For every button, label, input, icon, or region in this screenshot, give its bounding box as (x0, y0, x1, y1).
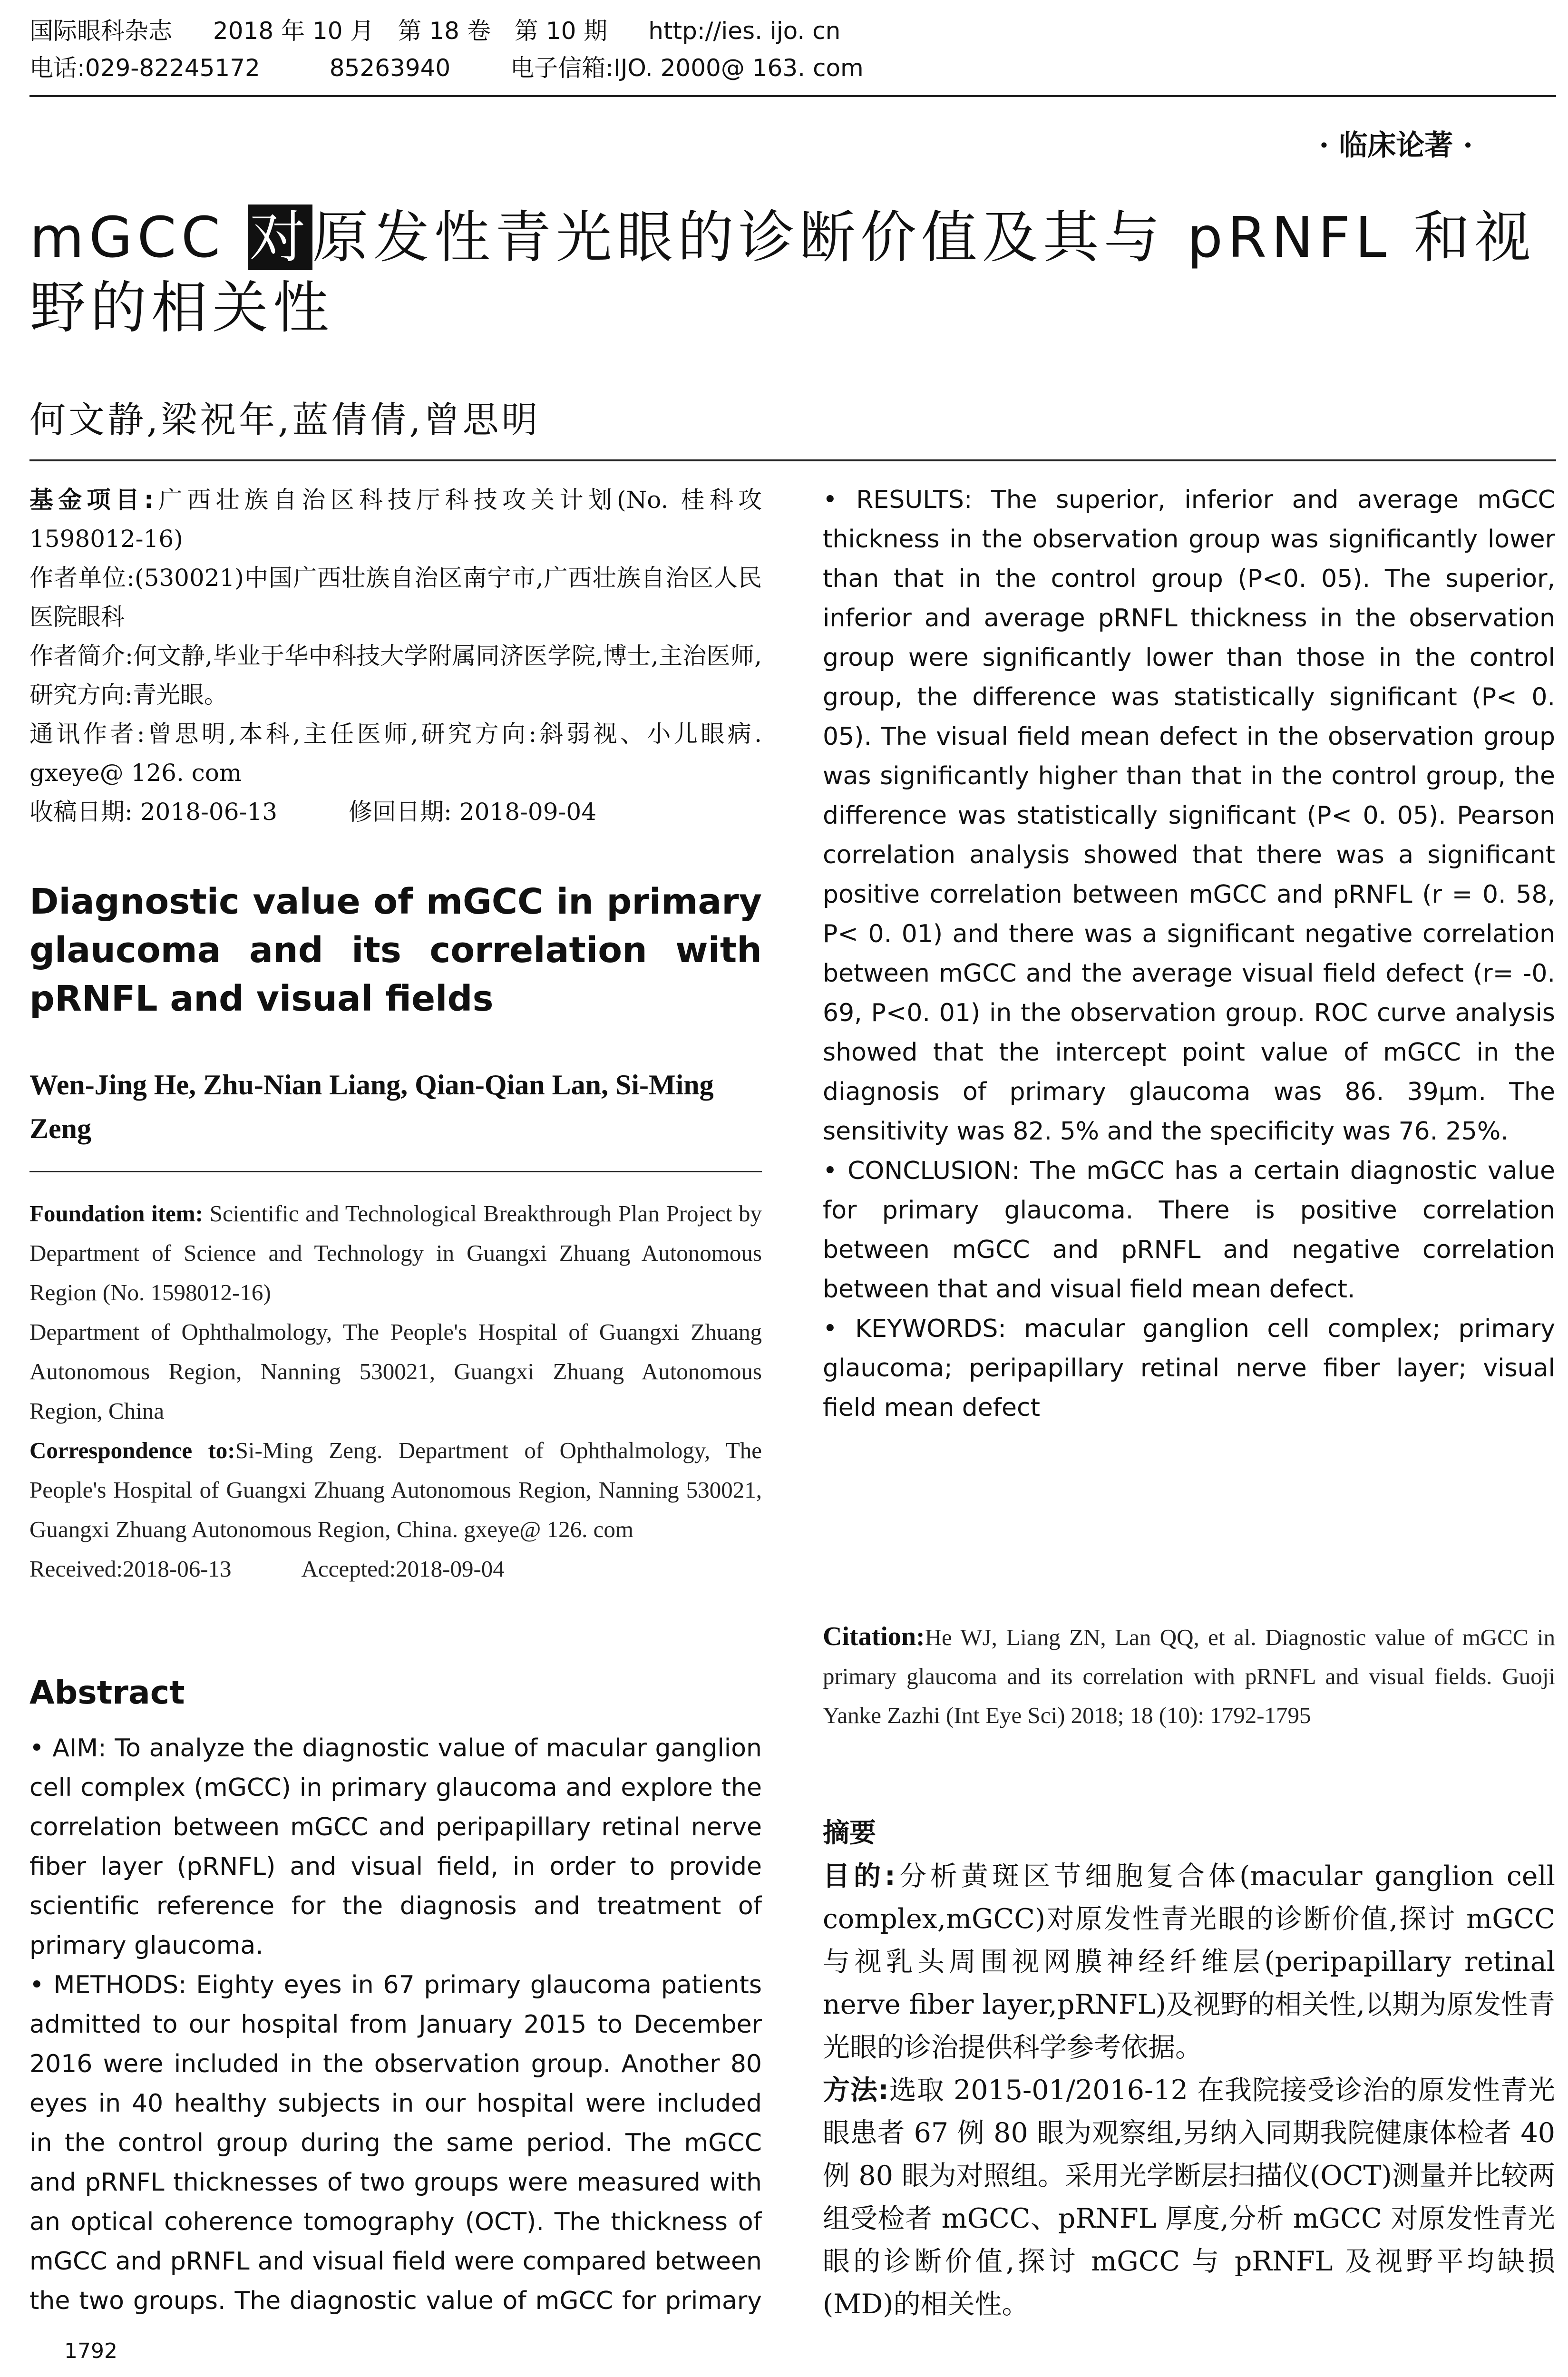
cn-methods (823, 2069, 1555, 2326)
cn-methods-text: 选取 2015-01/2016-12 在我院接受诊治的原发性青光眼患者 67 例 80 眼为观察组,另纳入同期我院健康体检者 40 例 80 眼为对照组。采用光学断层扫描仪(OCT)测量并比较两组受检者 mGCC、pRNFL 厚度,分析 mGCC 对原发性青光眼的诊断价值,探讨 mGCC 与 pRNFL 及视野平均缺损(MD)的相关性。 (823, 2075, 1555, 2320)
title-part-1: mGCC (29, 205, 248, 270)
title-highlight: 对 (248, 205, 312, 270)
journal-url[interactable]: http://ies. ijo. cn (648, 17, 841, 45)
english-authors: Wen-Jing He, Zhu-Nian Liang, Qian-Qian Lan, Si-Ming Zeng (29, 1069, 714, 1144)
running-header-line2 (29, 51, 897, 85)
header-rule (29, 95, 1556, 97)
article-title (29, 202, 1551, 343)
abstract-heading: Abstract (29, 1674, 185, 1712)
cn-abstract-heading: 摘要 (823, 1818, 876, 1849)
title-part-2: 原发性青光眼的诊断价值及其与 pRNFL 和视 (312, 205, 1536, 270)
en-metadata (29, 1194, 762, 1588)
dept-en: Department of Ophthalmology, The People's Hospital of Guangxi Zhuang Autonomous Region, Nanning 530021, Guangxi Zhuang Autonomous Region, China (29, 1319, 762, 1424)
dates-cn: 收稿日期: 2018-06-13 修回日期: 2018-09-04 (29, 798, 597, 826)
cn-abstract (823, 1855, 1555, 2326)
corr-en-text: Si-Ming Zeng. Department of Ophthalmology, The People's Hospital of Guangxi Zhuang Autonomous Region, Nanning 530021, Guangxi Zhuang Autonomous Region, China. gxeye@ 126. com (29, 1437, 762, 1542)
cn-methods-label: 方法: (823, 2075, 889, 2106)
email[interactable]: 电子信箱:IJO. 2000@ 163. com (510, 54, 864, 82)
title-line-2: 野的相关性 (29, 275, 334, 341)
abstract-aim: • AIM: To analyze the diagnostic value of macular ganglion cell complex (mGCC) in primary glaucoma and explore the correlation between mGCC and peripapillary retinal nerve fiber layer (pRNFL) and visual field, in order to provide scientific reference for the diagnosis and treatment of primary glaucoma. (29, 1734, 762, 1960)
abstract-conclusion: • CONCLUSION: The mGCC has a certain diagnostic value for primary glaucoma. There is positive correlation between mGCC and pRNFL and negative correlation between that and visual field mean defect. (823, 1157, 1555, 1304)
citation (823, 1617, 1555, 1735)
abstract-results: • RESULTS: The superior, inferior and average mGCC thickness in the observation group was significantly lower than that in the control group (P<0. 05). The superior, inferior and average pRNFL thickness in the observation group were significantly lower than those in the control group, the difference was statistically significant (P< 0. 05). The visual field mean defect in the observation group was significantly higher than that in the control group, the difference was statistically significant (P< 0. 05). Pearson correlation analysis showed that there was a significant positive correlation between mGCC and pRNFL (r = 0. 58, P< 0. 01) and there was a significant negative correlation between mGCC and the average visual field defect (r= -0. 69, P<0. 01) in the observation group. ROC curve analysis showed that the intercept point value of mGCC in the diagnosis of primary glaucoma was 86. 39μm. The sensitivity was 82. 5% and the specificity was 76. 25%. (823, 486, 1555, 1146)
abstract-left (29, 1729, 762, 2321)
authors-rule (29, 1171, 762, 1172)
corr-cn: 通讯作者:曾思明,本科,主任医师,研究方向:斜弱视、小儿眼病. gxeye@ 126. com (29, 720, 762, 787)
cn-aim-text: 分析黄斑区节细胞复合体(macular ganglion cell complex,mGCC)对原发性青光眼的诊断价值,探讨 mGCC 与视乳头周围视网膜神经纤维层(peripapillary retinal nerve fiber layer,pRNFL)及视野的相关性,以期为原发性青光眼的诊治提供科学参考依据。 (823, 1861, 1556, 2063)
cn-aim-label: 目的: (823, 1861, 896, 1892)
title-rule (29, 459, 1556, 461)
fund-en (29, 1194, 762, 1312)
phone: 电话:029-82245172 (29, 54, 260, 82)
unit-cn: 作者单位:(530021)中国广西壮族自治区南宁市,广西壮族自治区人民医院眼科 (29, 564, 762, 631)
issue-info: 2018 年 10 月 第 18 卷 第 10 期 (213, 17, 608, 45)
fund-en-text: Scientific and Technological Breakthrough Plan Project by Department of Science and Technology in Guangxi Zhuang Autonomous Region (No. 1598012-16) (29, 1200, 762, 1305)
dates-en: Received:2018-06-13 Accepted:2018-09-04 (29, 1556, 505, 1582)
english-title: Diagnostic value of mGCC in primary glaucoma and its correlation with pRNFL and visual fields (29, 881, 762, 1019)
corr-en-label: Correspondence to: (29, 1437, 235, 1463)
abstract-right (823, 480, 1555, 1428)
corr-en (29, 1431, 762, 1549)
page-number: 1792 (64, 2339, 117, 2363)
abstract-keywords: • KEYWORDS: macular ganglion cell complex; primary glaucoma; peripapillary retinal nerve fiber layer; visual field mean defect (823, 1315, 1555, 1422)
journal-name: 国际眼科杂志 (29, 17, 172, 45)
running-header-line1 (29, 14, 874, 48)
fund-cn-label: 基金项目: (29, 486, 154, 514)
abstract-methods: • METHODS: Eighty eyes in 67 primary glaucoma patients admitted to our hospital from January 2015 to December 2016 were included in the observation group. Another 80 eyes in 40 healthy subjects in our hospital were included in the control group during the same period. The mGCC and pRNFL thicknesses of two groups were measured with an optical coherence tomography (OCT). The thickness of mGCC and pRNFL and visual field were compared between the two groups. The diagnostic value of mGCC for primary (29, 1971, 762, 2315)
citation-label: Citation: (823, 1622, 925, 1651)
fund-cn-text: 广西壮族自治区科技厅科技攻关计划(No. 桂科攻 1598012-16) (29, 486, 762, 553)
fund-en-label: Foundation item: (29, 1200, 203, 1227)
phone-2: 85263940 (329, 54, 451, 82)
section-tag: · 临床论著 · (1319, 129, 1473, 162)
cn-metadata (29, 480, 762, 831)
citation-text: He WJ, Liang ZN, Lan QQ, et al. Diagnostic value of mGCC in primary glaucoma and its correlation with pRNFL and visual fields. Guoji Yanke Zazhi (Int Eye Sci) 2018; 18 (10): 1792-1795 (823, 1624, 1555, 1728)
cn-aim (823, 1855, 1555, 2069)
bio-cn: 作者简介:何文静,毕业于华中科技大学附属同济医学院,博士,主治医师,研究方向:青光眼。 (29, 642, 762, 709)
fund-cn (29, 480, 762, 558)
authors-cn: 何文静,梁祝年,蓝倩倩,曾思明 (29, 399, 541, 441)
